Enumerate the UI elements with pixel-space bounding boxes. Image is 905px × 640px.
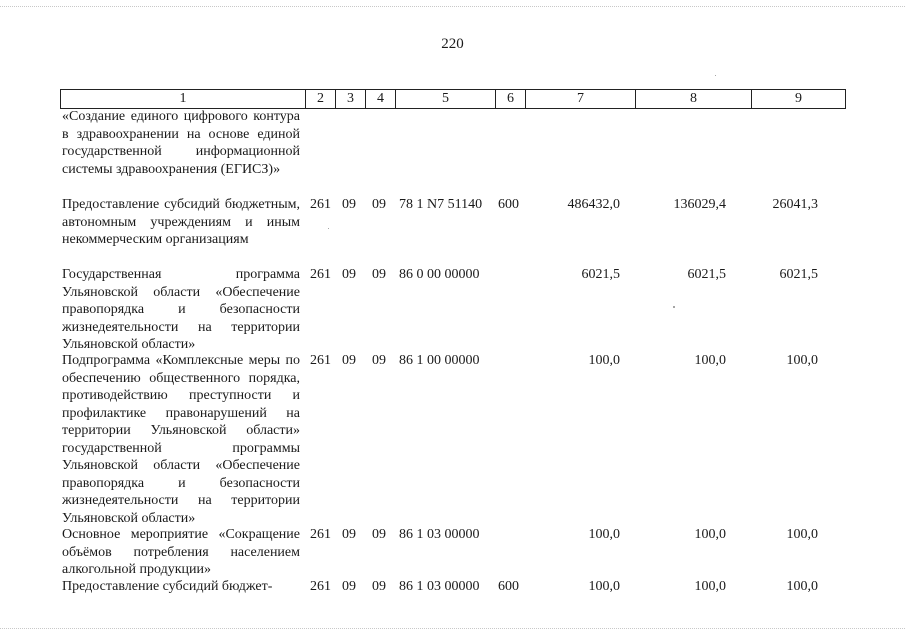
- row-col-2: 261: [310, 579, 331, 594]
- row-col-5: 78 1 N7 51140: [399, 197, 483, 212]
- row-name: «Создание единого цифрового контура в здравоохранении на основе единой государственной информационной системы здравоохранения (ЕГИСЗ)»: [62, 109, 300, 177]
- row-col-5: 86 1 03 00000: [399, 527, 480, 542]
- header-col-3: 3: [335, 90, 365, 108]
- row-col-4: 09: [372, 197, 386, 212]
- scan-speck: [673, 306, 675, 308]
- header-col-7: 7: [525, 90, 635, 108]
- row-col-3: 09: [342, 197, 356, 212]
- row-col-7: 486432,0: [567, 197, 620, 212]
- row-col-7: 100,0: [588, 353, 620, 368]
- row-name: Подпрограмма «Комплексные меры по обеспечению общественного порядка, противодействию преступности и профилактике правонарушений на территории Ульяновской области» государственной программы Ульяновской области «Обеспечение правопорядка и безопасности жизнедеятельности на территории Ульяновской области»: [62, 353, 300, 526]
- row-name: Основное мероприятие «Сокращение объёмов потребления населением алкогольной продукции»: [62, 527, 300, 577]
- row-col-8: 100,0: [694, 579, 726, 594]
- row-col-5: 86 1 03 00000: [399, 579, 480, 594]
- row-col-5: 86 1 00 00000: [399, 353, 480, 368]
- row-col-6: 600: [498, 197, 519, 212]
- row-col-3: 09: [342, 353, 356, 368]
- row-col-3: 09: [342, 267, 356, 282]
- row-col-9: 100,0: [786, 353, 818, 368]
- scan-speck: [328, 228, 329, 229]
- header-col-8: 8: [635, 90, 751, 108]
- row-col-4: 09: [372, 267, 386, 282]
- row-col-8: 100,0: [694, 353, 726, 368]
- table-header-row: [60, 89, 846, 109]
- row-col-7: 100,0: [588, 579, 620, 594]
- row-col-2: 261: [310, 197, 331, 212]
- row-col-2: 261: [310, 267, 331, 282]
- header-col-1: 1: [179, 91, 187, 106]
- row-col-4: 09: [372, 527, 386, 542]
- row-col-3: 09: [342, 527, 356, 542]
- row-col-5: 86 0 00 00000: [399, 267, 480, 282]
- header-col-4: 4: [365, 90, 395, 108]
- row-col-6: 600: [498, 579, 519, 594]
- scan-edge-bottom: [0, 628, 905, 632]
- row-col-7: 6021,5: [581, 267, 620, 282]
- page-number: 220: [441, 36, 464, 52]
- scan-speck: [715, 75, 716, 76]
- row-name: Предоставление субсидий бюджетным, автономным учреждениям и иным некоммерческим организациям: [62, 197, 300, 247]
- scan-edge-top: [0, 6, 905, 10]
- row-col-9: 6021,5: [779, 267, 818, 282]
- header-col-5: 5: [395, 90, 495, 108]
- header-col-9: 9: [751, 90, 845, 108]
- row-col-4: 09: [372, 353, 386, 368]
- header-col-2: 2: [305, 90, 335, 108]
- row-col-9: 100,0: [786, 527, 818, 542]
- row-col-2: 261: [310, 527, 331, 542]
- row-col-4: 09: [372, 579, 386, 594]
- budget-table: [60, 89, 846, 619]
- row-col-9: 100,0: [786, 579, 818, 594]
- row-name: Государственная программа Ульяновской области «Обеспечение правопорядка и безопасности жизнедеятельности на территории Ульяновской области»: [62, 267, 300, 352]
- row-col-8: 6021,5: [687, 267, 726, 282]
- row-col-9: 26041,3: [772, 197, 818, 212]
- row-col-2: 261: [310, 353, 331, 368]
- row-col-7: 100,0: [588, 527, 620, 542]
- row-col-8: 136029,4: [673, 197, 726, 212]
- header-col-6: 6: [495, 90, 525, 108]
- row-name: Предоставление субсидий бюджет-: [62, 579, 273, 594]
- row-col-8: 100,0: [694, 527, 726, 542]
- row-col-3: 09: [342, 579, 356, 594]
